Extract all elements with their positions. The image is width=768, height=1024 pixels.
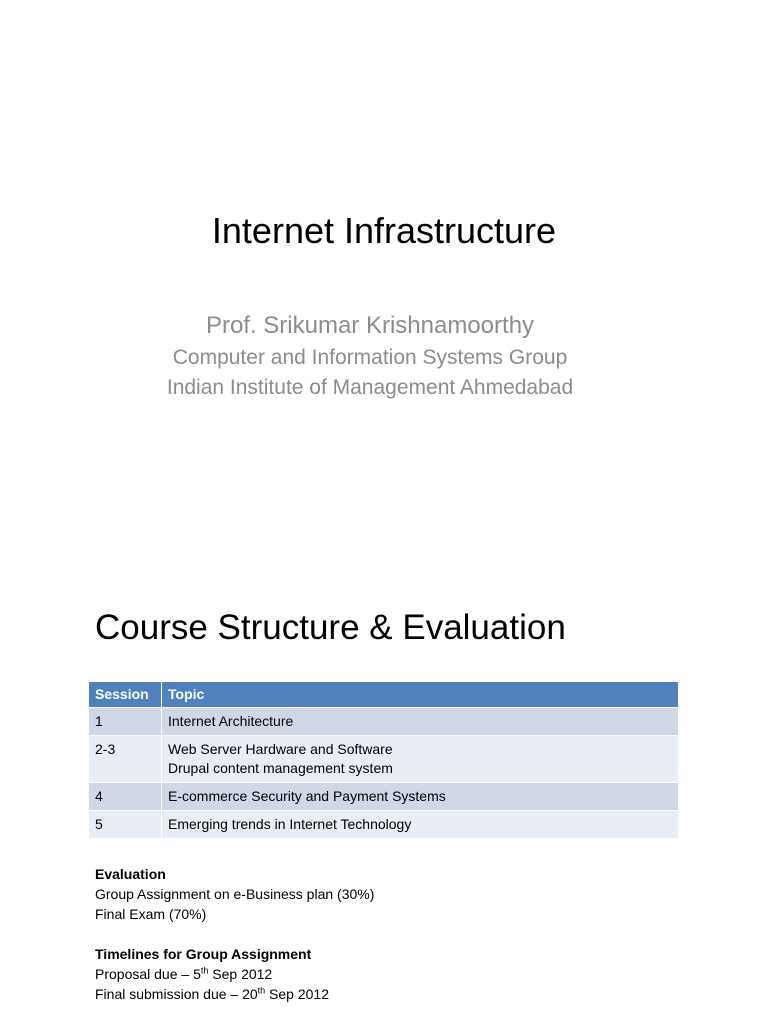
final-ordinal: th	[257, 985, 266, 996]
table-row	[89, 708, 679, 736]
proposal-text: Proposal due – 5	[95, 966, 201, 982]
topic-line: Internet Architecture	[168, 713, 294, 729]
topic-line: Drupal content management system	[168, 760, 393, 776]
table-header-row	[89, 682, 679, 708]
proposal-date: Sep 2012	[208, 966, 273, 982]
evaluation-item: Group Assignment on e-Business plan (30%)	[95, 886, 375, 902]
timelines-heading: Timelines for Group Assignment	[95, 946, 312, 962]
presenter-group: Computer and Information Systems Group	[172, 346, 568, 369]
slide-title: Internet Infrastructure	[211, 210, 557, 251]
evaluation-section	[95, 864, 374, 1004]
session-cell: 5	[89, 811, 162, 839]
topic-line: Emerging trends in Internet Technology	[168, 816, 412, 832]
table-row	[89, 811, 679, 839]
table-row	[89, 736, 679, 783]
table-row	[89, 783, 679, 811]
final-text: Final submission due – 20	[95, 986, 258, 1002]
presenter-name: Prof. Srikumar Krishnamoorthy	[205, 312, 535, 339]
presenter-institute: Indian Institute of Management Ahmedabad	[166, 376, 574, 399]
proposal-due	[95, 964, 374, 984]
final-date: Sep 2012	[265, 986, 330, 1002]
topic-line: Web Server Hardware and Software	[168, 741, 393, 757]
evaluation-item: Final Exam (70%)	[95, 906, 207, 922]
topic-cell	[162, 811, 679, 839]
topic-cell	[162, 708, 679, 736]
evaluation-heading: Evaluation	[95, 866, 166, 882]
header-topic: Topic	[162, 682, 679, 708]
course-slide	[0, 576, 768, 1024]
topic-cell	[162, 783, 679, 811]
topic-line: E-commerce Security and Payment Systems	[168, 788, 446, 804]
final-submission-due	[95, 984, 374, 1004]
header-session: Session	[89, 682, 162, 708]
proposal-ordinal: th	[200, 965, 209, 976]
course-table	[89, 682, 679, 839]
topic-cell	[162, 736, 679, 783]
session-cell: 2-3	[89, 736, 162, 783]
session-cell: 4	[89, 783, 162, 811]
session-cell: 1	[89, 708, 162, 736]
course-slide-title: Course Structure & Evaluation	[95, 608, 566, 647]
